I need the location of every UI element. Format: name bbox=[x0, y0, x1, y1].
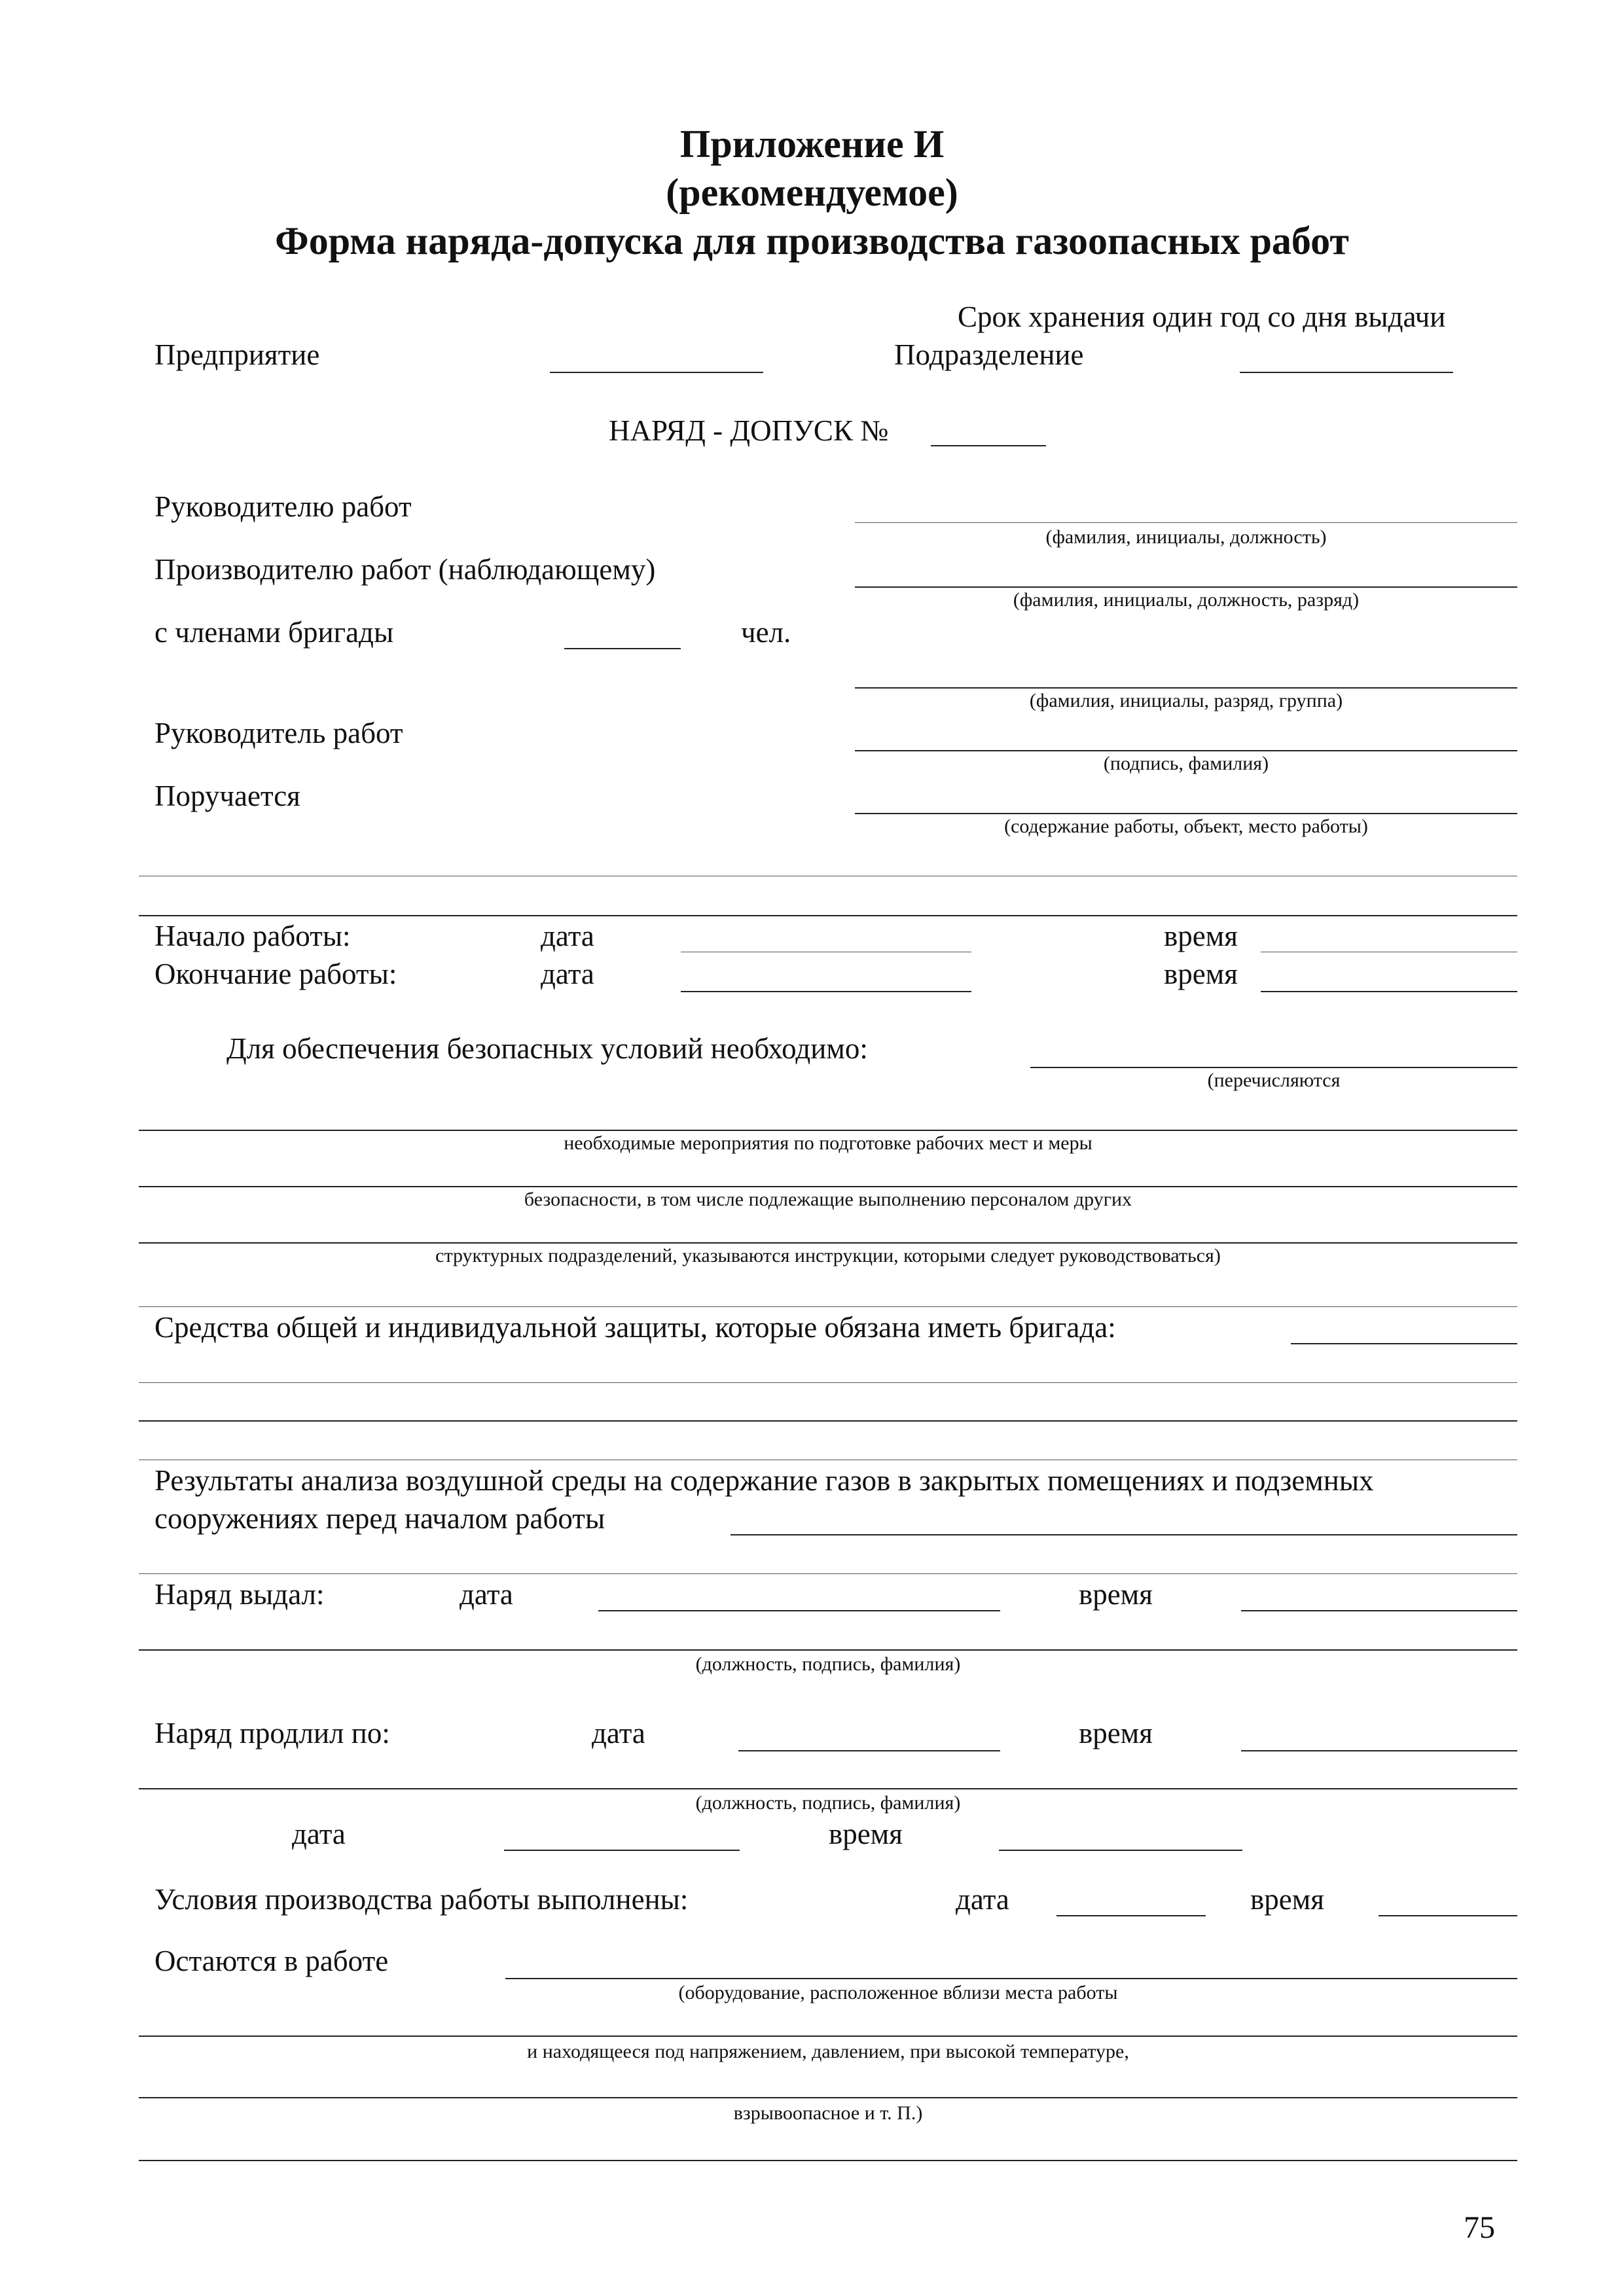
safety-label: Для обеспечения безопасных условий необходимо: bbox=[226, 1032, 868, 1065]
storage-note: Срок хранения один год со дня выдачи bbox=[958, 300, 1446, 333]
extended-date2-label: дата bbox=[292, 1818, 346, 1850]
protection-field[interactable] bbox=[1291, 1343, 1517, 1344]
safety-caption-3: безопасности, в том числе подлежащие выполнению персоналом других bbox=[524, 1189, 1132, 1210]
issued-date-label: дата bbox=[460, 1578, 513, 1611]
extended-date-label: дата bbox=[592, 1717, 645, 1749]
extended-signature-field[interactable] bbox=[139, 1788, 1517, 1789]
issued-time-field[interactable] bbox=[1241, 1610, 1517, 1611]
form-title: Форма наряда-допуска для производства газоопасных работ bbox=[275, 219, 1349, 262]
completed-label: Условия производства работы выполнены: bbox=[154, 1883, 689, 1916]
manager-caption: (фамилия, инициалы, должность) bbox=[1045, 526, 1327, 548]
division-field[interactable] bbox=[1240, 372, 1453, 373]
extended-date2-field[interactable] bbox=[504, 1850, 740, 1851]
safety-line-2[interactable] bbox=[139, 1130, 1517, 1131]
completed-time-field[interactable] bbox=[1379, 1915, 1517, 1916]
safety-caption-4: структурных подразделений, указываются инструкции, которыми следует руководствоваться) bbox=[435, 1245, 1221, 1266]
air-label-line2: сооружениях перед началом работы bbox=[154, 1502, 605, 1535]
start-time-label: время bbox=[1164, 920, 1238, 952]
safety-line-3[interactable] bbox=[139, 1186, 1517, 1187]
safety-field[interactable] bbox=[1030, 1067, 1517, 1068]
end-date-label: дата bbox=[541, 958, 594, 990]
extended-time-field[interactable] bbox=[1241, 1750, 1517, 1751]
issued-time-label: время bbox=[1079, 1578, 1153, 1611]
appendix-title: Приложение И bbox=[679, 122, 945, 166]
completed-time-label: время bbox=[1250, 1883, 1324, 1916]
crew-label: с членами бригады bbox=[154, 616, 394, 649]
extended-time-label: время bbox=[1079, 1717, 1153, 1749]
signer-field[interactable] bbox=[855, 750, 1517, 751]
end-date-field[interactable] bbox=[681, 991, 971, 992]
start-date-label: дата bbox=[541, 920, 594, 952]
task-label: Поручается bbox=[154, 780, 300, 812]
crew-members-field[interactable] bbox=[855, 687, 1517, 689]
end-time-label: время bbox=[1164, 958, 1238, 990]
air-label-line1: Результаты анализа воздушной среды на содержание газов в закрытых помещениях и подземных bbox=[154, 1464, 1374, 1497]
page-number: 75 bbox=[1464, 2210, 1495, 2245]
division-label: Подразделение bbox=[894, 338, 1084, 371]
performer-field[interactable] bbox=[855, 586, 1517, 588]
extended-time2-label: время bbox=[829, 1818, 903, 1850]
appendix-subtitle: (рекомендуемое) bbox=[666, 171, 958, 214]
remaining-caption-2: и находящееся под напряжением, давлением, при высокой температуре, bbox=[527, 2041, 1129, 2062]
permit-number-field[interactable] bbox=[931, 445, 1046, 446]
signer-caption: (подпись, фамилия) bbox=[1103, 753, 1269, 774]
section-divider bbox=[139, 1573, 1517, 1574]
remaining-label: Остаются в работе bbox=[154, 1945, 389, 1977]
performer-label: Производителю работ (наблюдающему) bbox=[154, 553, 656, 586]
issued-date-field[interactable] bbox=[598, 1610, 1000, 1611]
issued-label: Наряд выдал: bbox=[154, 1578, 325, 1611]
end-label: Окончание работы: bbox=[154, 958, 397, 990]
air-result-field[interactable] bbox=[731, 1534, 1517, 1535]
performer-caption: (фамилия, инициалы, должность, разряд) bbox=[1013, 589, 1360, 611]
crew-caption: (фамилия, инициалы, разряд, группа) bbox=[1029, 690, 1343, 711]
completed-date-label: дата bbox=[956, 1883, 1009, 1916]
signer-label: Руководитель работ bbox=[154, 717, 403, 749]
safety-caption-2: необходимые мероприятия по подготовке рабочих мест и меры bbox=[564, 1132, 1092, 1154]
safety-caption-1: (перечисляются bbox=[1207, 1069, 1341, 1091]
protection-label: Средства общей и индивидуальной защиты, которые обязана иметь бригада: bbox=[154, 1311, 1116, 1344]
section-divider bbox=[139, 915, 1517, 916]
task-field[interactable] bbox=[855, 813, 1517, 814]
issued-signature-field[interactable] bbox=[139, 1649, 1517, 1651]
crew-unit: чел. bbox=[741, 616, 791, 649]
protection-line-2[interactable] bbox=[139, 1382, 1517, 1383]
extended-date-field[interactable] bbox=[738, 1750, 1000, 1751]
remaining-field[interactable] bbox=[505, 1978, 1517, 1979]
remaining-caption-3: взрывоопасное и т. П.) bbox=[733, 2102, 923, 2124]
safety-line-4[interactable] bbox=[139, 1242, 1517, 1244]
protection-line-3[interactable] bbox=[139, 1420, 1517, 1422]
remaining-caption-1: (оборудование, расположенное вблизи места работы bbox=[678, 1982, 1118, 2003]
extended-time2-field[interactable] bbox=[999, 1850, 1242, 1851]
task-caption: (содержание работы, объект, место работы) bbox=[1004, 816, 1368, 837]
remaining-line-3[interactable] bbox=[139, 2097, 1517, 2098]
manager-label: Руководителю работ bbox=[154, 490, 412, 523]
permit-number-label: НАРЯД - ДОПУСК № bbox=[609, 414, 889, 447]
section-divider bbox=[139, 2160, 1517, 2161]
crew-count-field[interactable] bbox=[564, 648, 681, 649]
remaining-line-2[interactable] bbox=[139, 2036, 1517, 2037]
extended-label: Наряд продлил по: bbox=[154, 1717, 390, 1749]
start-label: Начало работы: bbox=[154, 920, 351, 952]
issued-caption: (должность, подпись, фамилия) bbox=[695, 1653, 961, 1675]
section-divider bbox=[139, 1306, 1517, 1307]
enterprise-label: Предприятие bbox=[154, 338, 320, 371]
end-time-field[interactable] bbox=[1261, 991, 1517, 992]
extended-caption: (должность, подпись, фамилия) bbox=[695, 1792, 961, 1814]
manager-field[interactable] bbox=[855, 522, 1517, 523]
completed-date-field[interactable] bbox=[1056, 1915, 1206, 1916]
enterprise-field[interactable] bbox=[550, 372, 763, 373]
